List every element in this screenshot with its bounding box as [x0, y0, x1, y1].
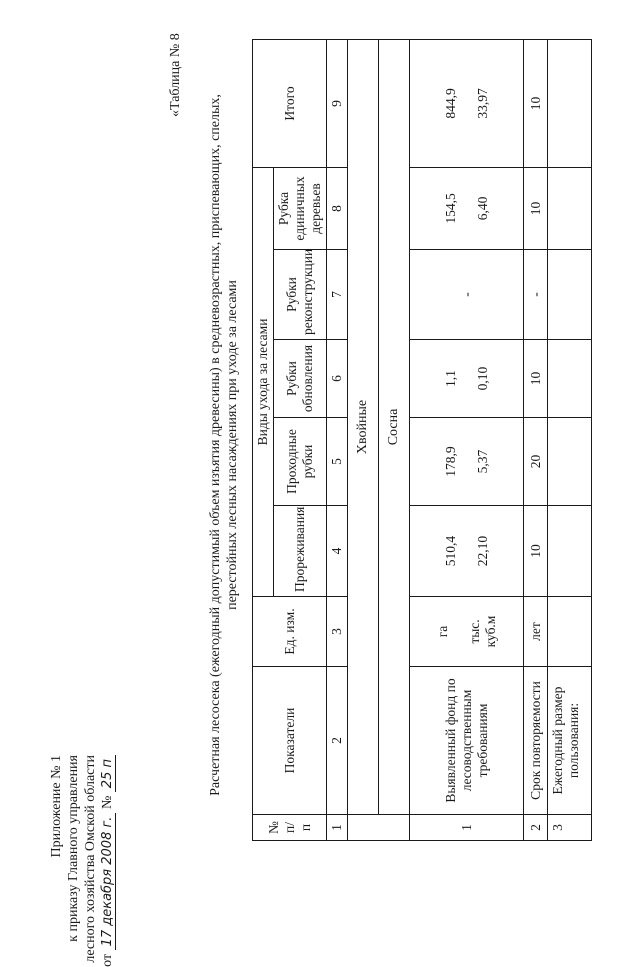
unit-value: га	[434, 625, 450, 638]
row-units	[548, 597, 592, 667]
section-gap	[348, 815, 379, 841]
header-care-types: Виды ухода за лесами	[253, 167, 274, 596]
col-number: 4	[327, 506, 348, 597]
cell-value: 22,10	[474, 535, 490, 567]
table-row	[410, 39, 524, 840]
cell-value: 33,97	[474, 88, 490, 119]
col-number: 3	[327, 597, 348, 667]
reconstruction-cell	[410, 250, 524, 340]
header-indicator: Показатели	[253, 667, 327, 815]
header-num: № п/п	[253, 815, 327, 841]
table-number-label: «Таблица № 8	[168, 33, 183, 117]
document-title: Расчетная лесосека (ежегодный допустимый объем изъятия древесины) в средневозрастных, приспевающих, спелых, перестойных лесных насаждениях при уходе за лесами	[208, 94, 240, 796]
section-conifers: Хвойные	[348, 39, 379, 814]
col-number: 7	[327, 250, 348, 340]
unit-value: тыс. куб.м	[466, 615, 498, 648]
col-number: 1	[327, 815, 348, 841]
cell-value: 844,9	[442, 88, 458, 119]
single-trees-cell: 10	[524, 167, 548, 249]
cell-value: 6,40	[474, 196, 490, 221]
header-reconstruction: Рубки реконструкции	[274, 250, 327, 340]
col-number: 2	[327, 667, 348, 815]
header-renewal: Рубки обновления	[274, 340, 327, 418]
renewal-cell	[410, 340, 524, 418]
total-cell	[410, 39, 524, 167]
thinning-cell	[410, 506, 524, 597]
appendix-header	[48, 755, 116, 967]
cell-value: -	[458, 292, 474, 297]
cell-value: 510,4	[442, 535, 458, 567]
allowable-cut-table	[252, 39, 592, 841]
single-trees-cell	[548, 167, 592, 249]
passage-cell	[410, 418, 524, 506]
cell-value: 154,5	[442, 193, 458, 224]
number-label: №	[100, 795, 115, 810]
header-single-trees: Рубка единичных деревьев	[274, 167, 327, 249]
table-row	[524, 39, 548, 840]
col-number: 5	[327, 418, 348, 506]
cell-value: 0,10	[474, 366, 490, 391]
col-number: 8	[327, 167, 348, 249]
column-numbers-row	[327, 39, 348, 840]
order-date-line	[99, 755, 116, 967]
handwritten-date: 17 декабря 2008 г.	[100, 813, 116, 951]
row-number: 1	[410, 815, 524, 841]
col-number: 9	[327, 39, 348, 167]
col-number: 6	[327, 340, 348, 418]
table-row	[548, 39, 592, 840]
header-unit: Ед. изм.	[253, 597, 327, 667]
header-thinning: Прореживания	[274, 506, 327, 597]
thinning-cell	[548, 506, 592, 597]
cell-value: 178,9	[442, 446, 458, 477]
reconstruction-cell: -	[524, 250, 548, 340]
from-label: от	[100, 953, 115, 967]
header-row-1	[253, 39, 274, 840]
appendix-number: Приложение № 1	[49, 755, 64, 858]
row-indicator: Ежегодный размер пользования:	[548, 667, 592, 815]
section-gap	[379, 815, 410, 841]
handwritten-number: 25 п	[100, 755, 116, 792]
section-pine: Сосна	[379, 39, 410, 814]
organization-name: лесного хозяйства Омской области	[83, 755, 98, 963]
row-number: 3	[548, 815, 592, 841]
row-units	[410, 597, 524, 667]
row-number: 2	[524, 815, 548, 841]
single-trees-cell	[410, 167, 524, 249]
total-cell	[548, 39, 592, 167]
passage-cell	[548, 418, 592, 506]
order-reference: к приказу Главного управления	[66, 755, 81, 942]
header-total: Итого	[253, 39, 327, 167]
reconstruction-cell	[548, 250, 592, 340]
total-cell: 10	[524, 39, 548, 167]
row-indicator: Срок повторяемости	[524, 667, 548, 815]
row-indicator: Выявленный фонд по лесоводственным требованиям	[410, 667, 524, 815]
row-units: лет	[524, 597, 548, 667]
section-row-pine	[379, 39, 410, 840]
section-row-conifers	[348, 39, 379, 840]
cell-value: 1,1	[442, 370, 458, 387]
cell-value: 5,37	[474, 449, 490, 474]
renewal-cell: 10	[524, 340, 548, 418]
renewal-cell	[548, 340, 592, 418]
thinning-cell: 10	[524, 506, 548, 597]
passage-cell: 20	[524, 418, 548, 506]
header-passage: Проходные рубки	[274, 418, 327, 506]
